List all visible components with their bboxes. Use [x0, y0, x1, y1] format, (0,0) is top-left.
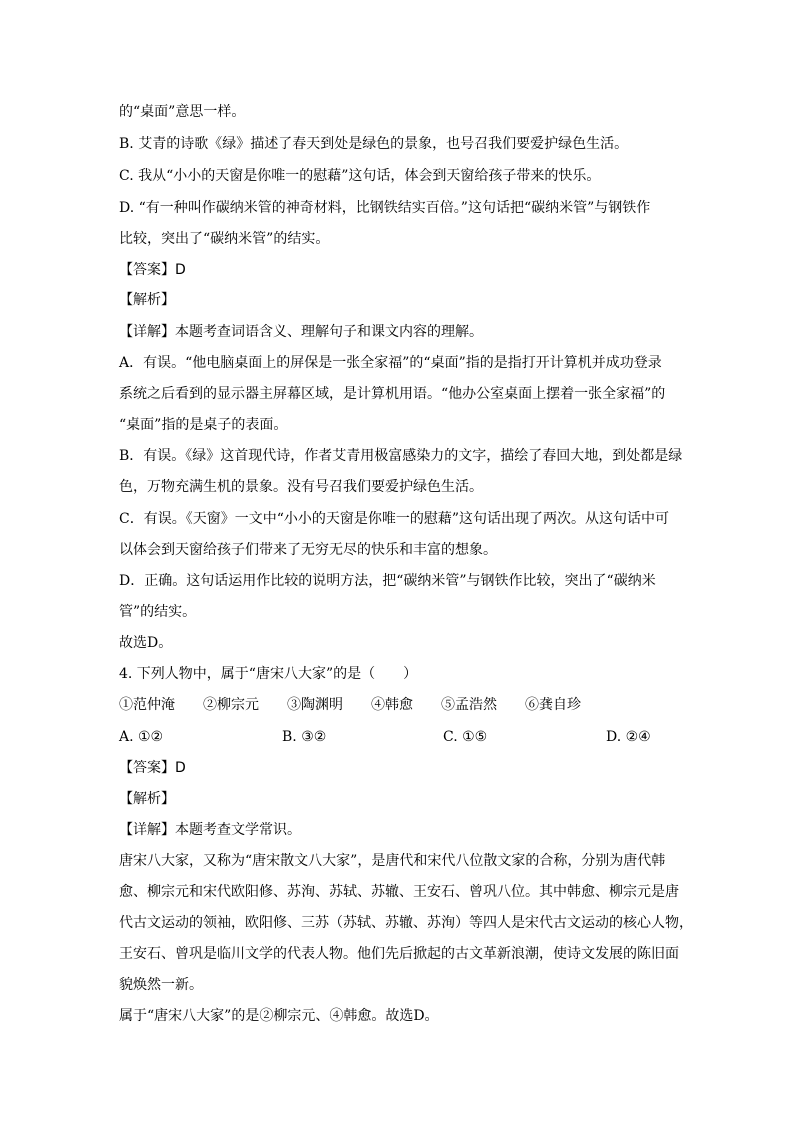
choice-d: D. ②④: [606, 729, 651, 745]
explanation-line: 唐宋八大家，又称为“唐宋散文八大家”，是唐代和宋代八位散文家的合称，分别为唐代韩: [119, 853, 666, 869]
answer-label: 【答案】D: [119, 760, 186, 776]
explanation-line: 【详解】本题考查文学常识。: [119, 822, 301, 838]
text-line: 的“桌面”意思一样。: [119, 104, 246, 120]
option-b-line: B. 艾青的诗歌《绿》描述了春天到处是绿色的景象，也号召我们要爱护绿色生活。: [119, 136, 629, 152]
explanation-line: 管”的结实。: [119, 604, 197, 620]
explanation-line: “桌面”指的是桌子的表面。: [119, 417, 288, 433]
option-c-line: C. 我从“小小的天窗是你唯一的慰藉”这句话，体会到天窗给孩子带来的快乐。: [119, 168, 601, 184]
explanation-line: 系统之后看到的显示器主屏幕区域，是计算机用语。“他办公室桌面上摆着一张全家福”的: [119, 386, 666, 402]
question-4-stem: 4. 下列人物中，属于“唐宋八大家”的是（ ）: [119, 666, 418, 682]
person-item: ②柳宗元: [203, 697, 259, 713]
choice-c: C. ①⑤: [443, 729, 488, 745]
explanation-line: 貌焕然一新。: [119, 977, 203, 993]
explanation-line: 代古文运动的领袖，欧阳修、三苏（苏轼、苏辙、苏洵）等四人是宋代古文运动的核心人物，: [119, 915, 693, 931]
conclusion-line: 故选D。: [119, 635, 173, 651]
explanation-line: C．有误。《天窗》一文中“小小的天窗是你唯一的慰藉”这句话出现了两次。从这句话中可: [119, 511, 670, 527]
answer-label: 【答案】D: [119, 262, 186, 278]
person-item: ⑤孟浩然: [441, 697, 497, 713]
person-item: ④韩愈: [371, 697, 413, 713]
explanation-line: 愈、柳宗元和宋代欧阳修、苏洵、苏轼、苏辙、王安石、曾巩八位。其中韩愈、柳宗元是唐: [119, 884, 679, 900]
explanation-line: 【详解】本题考查词语含义、理解句子和课文内容的理解。: [119, 324, 483, 340]
person-item: ③陶渊明: [287, 697, 343, 713]
analysis-label: 【解析】: [119, 292, 175, 308]
explanation-line: A．有误。“他电脑桌面上的屏保是一张全家福”的“桌面”指的是指打开计算机并成功登录: [119, 355, 662, 371]
explanation-line: B．有误。《绿》这首现代诗，作者艾青用极富感染力的文字，描绘了春回大地，到处都是绿: [119, 448, 683, 464]
option-d-line: D. “有一种叫作碳纳米管的神奇材料，比钢铁结实百倍。”这句话把“碳纳米管”与钢铁作: [119, 200, 651, 216]
explanation-line: D．正确。这句话运用作比较的说明方法，把“碳纳米管”与钢铁作比较，突出了“碳纳米: [119, 573, 656, 589]
conclusion-line: 属于“唐宋八大家”的是②柳宗元、④韩愈。故选D。: [119, 1008, 439, 1024]
explanation-line: 以体会到天窗给孩子们带来了无穷无尽的快乐和丰富的想象。: [119, 542, 497, 558]
choice-a: A. ①②: [119, 729, 164, 745]
explanation-line: 王安石、曾巩是临川文学的代表人物。他们先后掀起的古文革新浪潮，使诗文发展的陈旧面: [119, 946, 679, 962]
text-line: 比较，突出了“碳纳米管”的结实。: [119, 231, 330, 247]
person-item: ①范仲淹: [119, 697, 175, 713]
analysis-label: 【解析】: [119, 791, 175, 807]
person-item: ⑥龚自珍: [525, 697, 581, 713]
explanation-line: 色，万物充满生机的景象。没有号召我们要爱护绿色生活。: [119, 479, 483, 495]
choice-b: B. ③②: [282, 729, 327, 745]
